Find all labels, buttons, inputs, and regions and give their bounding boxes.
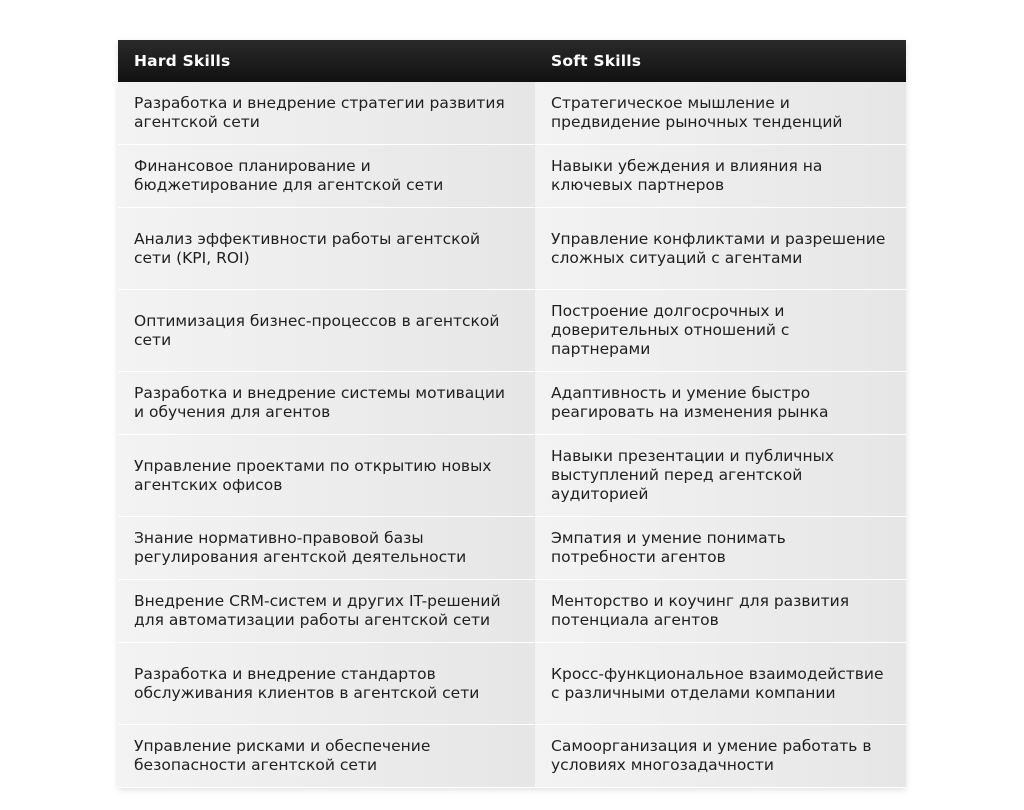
soft-skill-cell: Управление конфликтами и разрешение сложных ситуаций с агентами [535, 208, 906, 290]
soft-skill-cell: Стратегическое мышление и предвидение рыночных тенденций [535, 82, 906, 145]
hard-skill-cell: Внедрение CRM-систем и других IT-решений для автоматизации работы агентской сети [118, 580, 535, 643]
hard-skill-cell: Разработка и внедрение стандартов обслуживания клиентов в агентской сети [118, 643, 535, 725]
table-row [118, 725, 906, 788]
soft-skill-cell: Менторство и коучинг для развития потенциала агентов [535, 580, 906, 643]
table-row [118, 145, 906, 208]
soft-skill-cell: Кросс-функциональное взаимодействие с различными отделами компании [535, 643, 906, 725]
soft-skill-cell: Самоорганизация и умение работать в условиях многозадачности [535, 725, 906, 788]
soft-skill-cell: Построение долгосрочных и доверительных отношений с партнерами [535, 290, 906, 372]
hard-skill-cell: Разработка и внедрение системы мотивации и обучения для агентов [118, 372, 535, 435]
hard-skill-cell: Знание нормативно-правовой базы регулирования агентской деятельности [118, 517, 535, 580]
soft-skill-cell: Навыки убеждения и влияния на ключевых партнеров [535, 145, 906, 208]
skills-table-container [118, 40, 906, 788]
header-soft-skills: Soft Skills [535, 40, 906, 82]
hard-skill-cell: Управление рисками и обеспечение безопасности агентской сети [118, 725, 535, 788]
soft-skill-cell: Эмпатия и умение понимать потребности агентов [535, 517, 906, 580]
hard-skill-cell: Анализ эффективности работы агентской сети (KPI, ROI) [118, 208, 535, 290]
table-row [118, 435, 906, 517]
table-row [118, 208, 906, 290]
table-row [118, 290, 906, 372]
hard-skill-cell: Управление проектами по открытию новых агентских офисов [118, 435, 535, 517]
soft-skill-cell: Адаптивность и умение быстро реагировать на изменения рынка [535, 372, 906, 435]
table-row [118, 580, 906, 643]
hard-skill-cell: Оптимизация бизнес-процессов в агентской сети [118, 290, 535, 372]
table-header-row [118, 40, 906, 82]
hard-skill-cell: Финансовое планирование и бюджетирование для агентской сети [118, 145, 535, 208]
table-row [118, 82, 906, 145]
skills-table [118, 40, 906, 788]
header-hard-skills: Hard Skills [118, 40, 535, 82]
soft-skill-cell: Навыки презентации и публичных выступлений перед агентской аудиторией [535, 435, 906, 517]
table-row [118, 643, 906, 725]
table-row [118, 517, 906, 580]
hard-skill-cell: Разработка и внедрение стратегии развития агентской сети [118, 82, 535, 145]
table-row [118, 372, 906, 435]
